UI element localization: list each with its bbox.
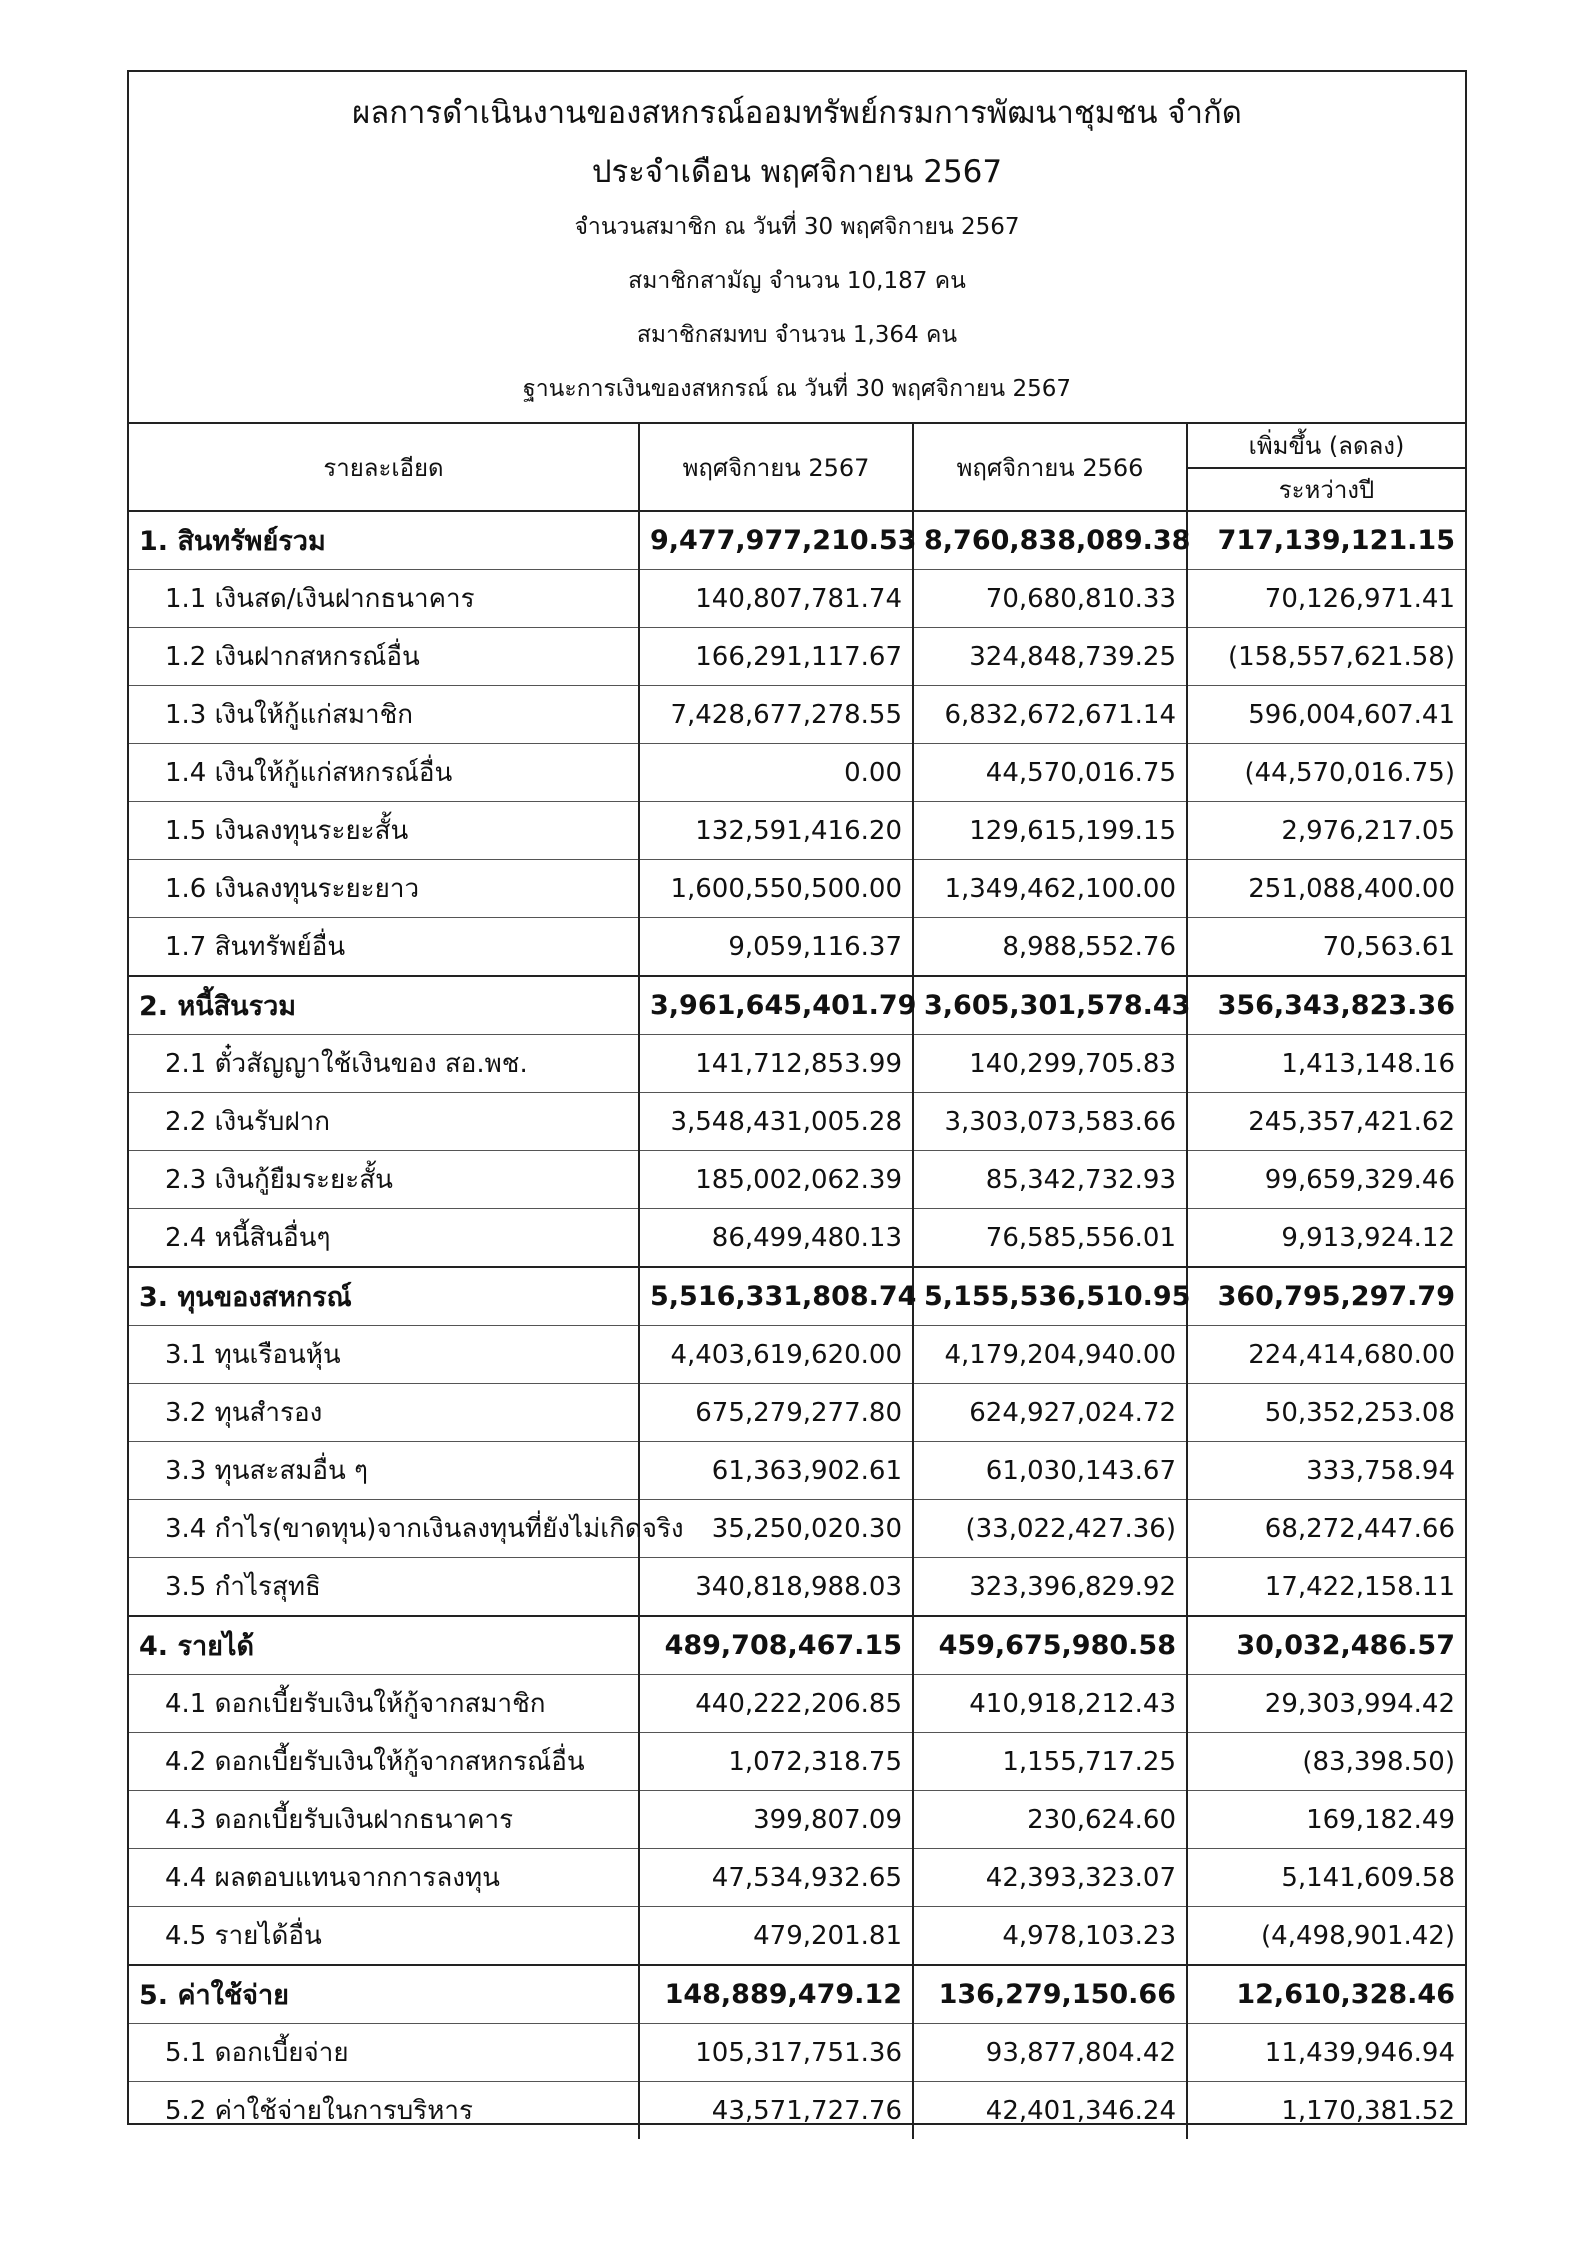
value-2567: 1,600,550,500.00 [639,860,913,918]
ordinary-members: สมาชิกสามัญ จำนวน 10,187 คน [628,268,966,294]
value-2566: 230,624.60 [913,1791,1187,1849]
row-label: 2.4 หนี้สินอื่นๆ [129,1209,639,1268]
row-label: 4.4 ผลตอบแทนจากการลงทุน [129,1849,639,1907]
table-row [129,1849,1465,1907]
table-row [129,686,1465,744]
table-row [129,1209,1465,1268]
row-label: 2. หนี้สินรวม [129,976,639,1035]
value-2566: 1,155,717.25 [913,1733,1187,1791]
value-2566: 85,342,732.93 [913,1151,1187,1209]
value-change: 50,352,253.08 [1187,1384,1465,1442]
value-change: 17,422,158.11 [1187,1558,1465,1617]
value-2567: 61,363,902.61 [639,1442,913,1500]
table-row [129,860,1465,918]
value-2567: 0.00 [639,744,913,802]
value-2566: 61,030,143.67 [913,1442,1187,1500]
table-row [129,2024,1465,2082]
table-row [129,1791,1465,1849]
value-change: (4,498,901.42) [1187,1907,1465,1966]
value-change: 30,032,486.57 [1187,1616,1465,1675]
value-change: 5,141,609.58 [1187,1849,1465,1907]
value-2567: 5,516,331,808.74 [639,1267,913,1326]
table-header [129,424,1465,511]
row-label: 3. ทุนของสหกรณ์ [129,1267,639,1326]
col-header-2567: พฤศจิกายน 2567 [639,424,913,511]
value-change: 717,139,121.15 [1187,511,1465,570]
value-2566: 459,675,980.58 [913,1616,1187,1675]
financial-status-heading: ฐานะการเงินของสหกรณ์ ณ วันที่ 30 พฤศจิกายน 2567 [523,376,1071,402]
value-change: 360,795,297.79 [1187,1267,1465,1326]
report-header [129,72,1465,424]
value-2566: 410,918,212.43 [913,1675,1187,1733]
value-change: 1,170,381.52 [1281,2095,1455,2126]
value-2567: 185,002,062.39 [639,1151,913,1209]
value-2567: 489,708,467.15 [639,1616,913,1675]
table-row [129,511,1465,570]
value-2566: 1,349,462,100.00 [913,860,1187,918]
table-row [129,1267,1465,1326]
table-row [129,2082,1465,2140]
value-2566: 76,585,556.01 [913,1209,1187,1268]
value-change: 70,126,971.41 [1187,570,1465,628]
row-label: 4. รายได้ [129,1616,639,1675]
value-2567: 9,477,977,210.53 [639,511,913,570]
value-2567: 3,548,431,005.28 [639,1093,913,1151]
value-change: 2,976,217.05 [1187,802,1465,860]
table-row [129,1384,1465,1442]
table-row [129,570,1465,628]
value-2566: 8,760,838,089.38 [913,511,1187,570]
row-label: 1.7 สินทรัพย์อื่น [129,918,639,977]
row-label: 5.2 ค่าใช้จ่ายในการบริหาร [129,2082,639,2140]
row-label: 4.2 ดอกเบี้ยรับเงินให้กู้จากสหกรณ์อื่น [129,1733,639,1791]
value-2567: 35,250,020.30 [639,1500,913,1558]
report-title: ผลการดำเนินงานของสหกรณ์ออมทรัพย์กรมการพัฒนาชุมชน จำกัด [352,95,1242,131]
row-label: 1. สินทรัพย์รวม [129,511,639,570]
table-row [129,1965,1465,2024]
row-label: 5.1 ดอกเบี้ยจ่าย [129,2024,639,2082]
table-row [129,1616,1465,1675]
row-label: 3.2 ทุนสำรอง [129,1384,639,1442]
table-row [129,1326,1465,1384]
value-2567: 399,807.09 [639,1791,913,1849]
row-label: 3.1 ทุนเรือนหุ้น [129,1326,639,1384]
value-2567: 105,317,751.36 [639,2024,913,2082]
value-2567: 1,072,318.75 [639,1733,913,1791]
value-2566: 136,279,150.66 [913,1965,1187,2024]
value-2567: 7,428,677,278.55 [639,686,913,744]
value-change: 333,758.94 [1187,1442,1465,1500]
value-2567: 9,059,116.37 [639,918,913,977]
report-period: ประจำเดือน พฤศจิกายน 2567 [591,154,1003,190]
value-2567: 43,571,727.76 [639,2082,913,2140]
value-2566: 8,988,552.76 [913,918,1187,977]
value-change: 12,610,328.46 [1187,1965,1465,2024]
table-row [129,744,1465,802]
value-change: (83,398.50) [1187,1733,1465,1791]
value-2567: 4,403,619,620.00 [639,1326,913,1384]
value-2566: 70,680,810.33 [913,570,1187,628]
table-row [129,1151,1465,1209]
col-header-change: เพิ่มขึ้น (ลดลง) [1187,424,1465,468]
row-label: 4.3 ดอกเบี้ยรับเงินฝากธนาคาร [129,1791,639,1849]
table-row [129,628,1465,686]
table-body [129,511,1465,2139]
report-sheet [127,70,1467,2125]
value-change: 596,004,607.41 [1187,686,1465,744]
value-change: 1,413,148.16 [1187,1035,1465,1093]
value-change: 251,088,400.00 [1187,860,1465,918]
value-2566: 4,179,204,940.00 [913,1326,1187,1384]
value-2567: 479,201.81 [639,1907,913,1966]
value-2566: (33,022,427.36) [913,1500,1187,1558]
value-2566: 5,155,536,510.95 [913,1267,1187,1326]
value-change: 11,439,946.94 [1187,2024,1465,2082]
value-2566: 624,927,024.72 [913,1384,1187,1442]
member-count-date: จำนวนสมาชิก ณ วันที่ 30 พฤศจิกายน 2567 [574,214,1020,240]
row-label: 3.4 กำไร(ขาดทุน)จากเงินลงทุนที่ยังไม่เกิดจริง [129,1500,639,1558]
value-2567: 440,222,206.85 [639,1675,913,1733]
value-change: 29,303,994.42 [1187,1675,1465,1733]
table-row [129,976,1465,1035]
value-2567: 675,279,277.80 [639,1384,913,1442]
row-label: 1.6 เงินลงทุนระยะยาว [129,860,639,918]
value-2566: 42,393,323.07 [913,1849,1187,1907]
col-header-detail: รายละเอียด [129,424,639,511]
row-label: 1.3 เงินให้กู้แก่สมาชิก [129,686,639,744]
row-label: 1.4 เงินให้กู้แก่สหกรณ์อื่น [129,744,639,802]
col-header-2566: พฤศจิกายน 2566 [913,424,1187,511]
value-change: 356,343,823.36 [1187,976,1465,1035]
row-label: 1.2 เงินฝากสหกรณ์อื่น [129,628,639,686]
row-label: 5. ค่าใช้จ่าย [129,1965,639,2024]
value-2566: 93,877,804.42 [913,2024,1187,2082]
row-label: 1.1 เงินสด/เงินฝากธนาคาร [129,570,639,628]
associate-members: สมาชิกสมทบ จำนวน 1,364 คน [636,322,958,348]
value-change: (44,570,016.75) [1187,744,1465,802]
value-2567: 3,961,645,401.79 [639,976,913,1035]
row-label: 2.2 เงินรับฝาก [129,1093,639,1151]
row-label: 2.1 ตั๋วสัญญาใช้เงินของ สอ.พช. [129,1035,639,1093]
value-2567: 166,291,117.67 [639,628,913,686]
table-row [129,1093,1465,1151]
table-row [129,918,1465,977]
value-2566: 44,570,016.75 [913,744,1187,802]
table-row [129,1035,1465,1093]
value-change: 245,357,421.62 [1187,1093,1465,1151]
value-2566: 3,303,073,583.66 [913,1093,1187,1151]
value-change: 70,563.61 [1187,918,1465,977]
value-change: 169,182.49 [1187,1791,1465,1849]
value-2567: 141,712,853.99 [639,1035,913,1093]
value-2567: 148,889,479.12 [639,1965,913,2024]
row-label: 3.5 กำไรสุทธิ [129,1558,639,1617]
table-row [129,1907,1465,1966]
table-row [129,802,1465,860]
value-2566: 4,978,103.23 [913,1907,1187,1966]
value-change: (158,557,621.58) [1187,628,1465,686]
financial-table [129,424,1465,2139]
value-2566: 140,299,705.83 [913,1035,1187,1093]
value-change: 68,272,447.66 [1187,1500,1465,1558]
row-label: 4.5 รายได้อื่น [129,1907,639,1966]
value-2566: 324,848,739.25 [913,628,1187,686]
value-2567: 132,591,416.20 [639,802,913,860]
table-row [129,1558,1465,1617]
value-2566: 129,615,199.15 [913,802,1187,860]
value-2566: 323,396,829.92 [913,1558,1187,1617]
row-label: 1.5 เงินลงทุนระยะสั้น [129,802,639,860]
value-2567: 140,807,781.74 [639,570,913,628]
value-2567: 86,499,480.13 [639,1209,913,1268]
value-change: 99,659,329.46 [1187,1151,1465,1209]
value-change: 224,414,680.00 [1187,1326,1465,1384]
table-row [129,1500,1465,1558]
table-row [129,1733,1465,1791]
value-2566: 3,605,301,578.43 [913,976,1187,1035]
value-2567: 47,534,932.65 [639,1849,913,1907]
value-2566: 42,401,346.24 [913,2082,1187,2140]
row-label: 2.3 เงินกู้ยืมระยะสั้น [129,1151,639,1209]
value-change: 9,913,924.12 [1187,1209,1465,1268]
table-row [129,1675,1465,1733]
value-2566: 6,832,672,671.14 [913,686,1187,744]
table-row [129,1442,1465,1500]
row-label: 4.1 ดอกเบี้ยรับเงินให้กู้จากสมาชิก [129,1675,639,1733]
value-2567: 340,818,988.03 [639,1558,913,1617]
col-header-change-period: ระหว่างปี [1187,468,1465,511]
row-label: 3.3 ทุนสะสมอื่น ๆ [129,1442,639,1500]
